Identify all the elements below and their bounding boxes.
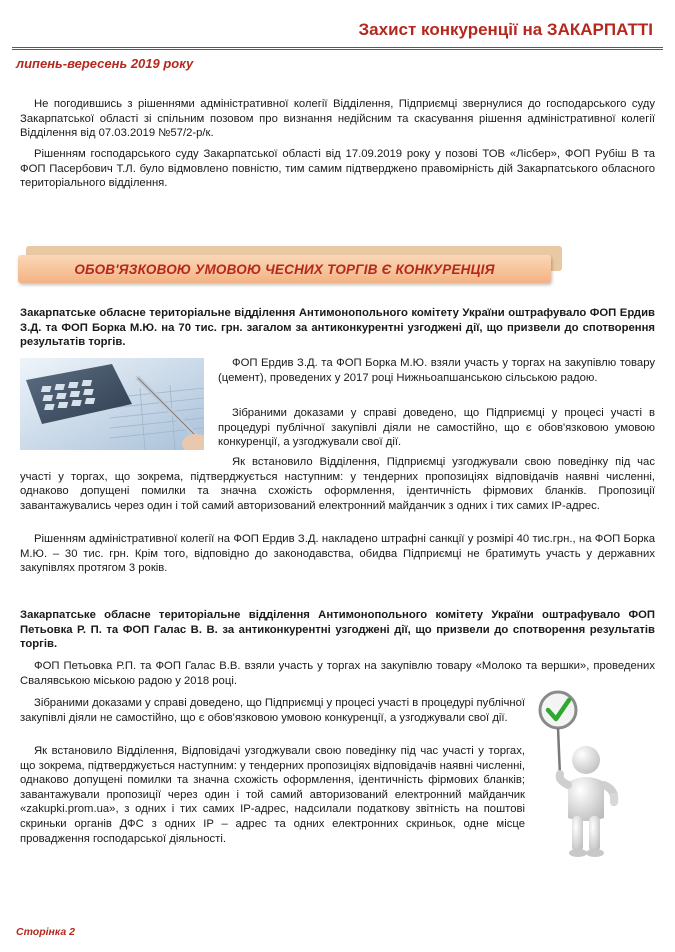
section-banner	[18, 255, 551, 283]
section-banner-title: ОБОВ'ЯЗКОВОЮ УМОВОЮ ЧЕСНИХ ТОРГІВ Є КОНКУРЕНЦІЯ	[74, 261, 495, 277]
case1-lead: Закарпатське обласне територіальне відділення Антимонопольного комітету України оштрафувало ФОП Ердив З.Д. та ФОП Борка М.Ю. на 70 тис. грн. загалом за антиконкурентні узгоджені дії, що призвели до спотворення результатів торгів.	[20, 307, 655, 349]
case2-paragraph-1: ФОП Петьовка Р.П. та ФОП Галас В.В. взяли участь у торгах на закупівлю товару «Молоко та вершки», проведених Свалявською міською радою у 2018 році.	[20, 660, 655, 687]
header-divider	[12, 47, 663, 52]
case2-paragraph-3: Як встановило Відділення, Відповідачі узгоджували свою поведінку під час участі у торгах, що зокрема, підтверджується наступним: у тендерних пропозиціях відповідачів наявні численні, однаково допущені помилки та значна схожість оформлення, ідентичність фірмових бланків; завантажували пропозиції через один і той самий авторизований електронний майданчик «zakupki.prom.ua», з одних і тих самих IP-адрес, надсилали податкову звітність на поштові скриньки органів ДФС з одних IP – адрес та одних електронних скриньок, одне місце провадження господарської діяльності.	[20, 745, 525, 845]
case1-paragraph-3: Як встановило Відділення, Підприємці узгоджували свою поведінку під час участі у торгах, що зокрема, підтверджується наступним: у тендерних пропозиціях відповідачів наявні численні, однаково допущені помилки та значна схожість оформлення, ідентичність фірмових бланків. Пропозиції завантажувались через один і той самий авторизований електронний майданчик з одних і тих самих IP-адрес.	[20, 456, 655, 512]
document-header-title: Захист конкуренції на ЗАКАРПАТТІ	[358, 20, 653, 39]
intro-paragraph-1: Не погодившись з рішеннями адміністративної колегії Відділення, Підприємці звернулися до господарського суду Закарпатської області зі спільним позовом про визнання недійсним та скасування рішення адміністративної колегії Відділення від 07.03.2019 №57/2-р/к.	[20, 98, 655, 140]
intro-paragraph-2: Рішенням господарського суду Закарпатської області від 17.09.2019 року у позові ТОВ «Лісбер», ФОП Рубіш В та ФОП Пасербович Т.Л. було відмовлено повністю, тим самим підтверджено правомірність дій Закарпатського обласного територіального відділення.	[20, 148, 655, 190]
person-checkmark-icon	[538, 690, 623, 860]
calculator-photo	[20, 358, 204, 450]
issue-period: липень-вересень 2019 року	[16, 56, 194, 71]
case2-paragraph-2: Зібраними доказами у справі доведено, що Підприємці у процесі участі в процедурі публічної закупівлі діяли не самостійно, що є обов'язковою умовою конкуренції, а узгоджували свої дії.	[20, 697, 525, 724]
checkmark-figure	[538, 690, 623, 860]
case1-paragraph-2: Зібраними доказами у справі доведено, що Підприємці у процесі участі в процедурі публічної закупівлі діяли не самостійно, що є обов'язковою умовою конкуренції, а узгоджували свої дії.	[218, 407, 655, 449]
page-number: Сторінка 2	[16, 926, 75, 938]
calculator-pen-image	[20, 358, 204, 450]
case2-lead: Закарпатське обласне територіальне відділення Антимонопольного комітету України оштрафувало ФОП Петьовка Р. П. та ФОП Галас В. В. за антиконкурентні узгоджені дії, що призвели до спотворення результатів торгів.	[20, 609, 655, 651]
case1-paragraph-4: Рішенням адміністративної колегії на ФОП Ердив З.Д. накладено штрафні санкції у розмірі 40 тис.грн., на ФОП Борка М.Ю. – 30 тис. грн. Крім того, відповідно до законодавства, обидва Підприємці не братимуть участь у державних закупівлях протягом 3 років.	[20, 533, 655, 575]
case1-paragraph-1: ФОП Ердив З.Д. та ФОП Борка М.Ю. взяли участь у торгах на закупівлю товару (цемент), проведених у 2017 році Нижньоапшанською сільською радою.	[218, 357, 655, 384]
